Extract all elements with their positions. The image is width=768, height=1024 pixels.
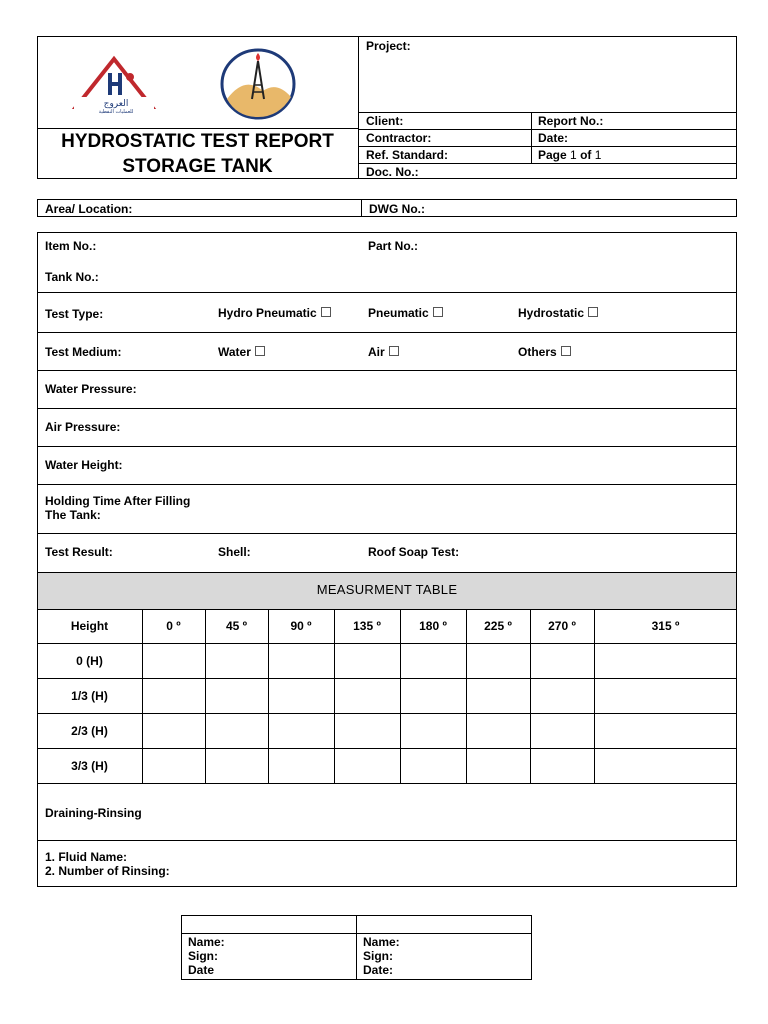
report-no-label: Report No.: xyxy=(538,114,604,128)
report-title-line1: HYDROSTATIC TEST REPORT xyxy=(61,131,334,152)
column-header-height: Height xyxy=(70,619,109,633)
row-label-2-3h: 2/3 (H) xyxy=(71,724,108,738)
air-pressure-label: Air Pressure: xyxy=(45,420,121,434)
page-number: Page 1 of 1 xyxy=(538,148,602,162)
shell-label: Shell: xyxy=(218,545,251,559)
water-checkbox[interactable] xyxy=(255,346,265,356)
water-height-label: Water Height: xyxy=(45,458,123,472)
part-no-label: Part No.: xyxy=(368,239,419,253)
company-logo xyxy=(70,55,158,115)
left-date-label: Date xyxy=(188,963,215,977)
signature-left xyxy=(188,935,225,977)
test-medium-label: Test Medium: xyxy=(45,345,122,359)
row-label-3-3h: 3/3 (H) xyxy=(71,759,108,773)
tank-no-label: Tank No.: xyxy=(45,270,99,284)
hydrostatic-option[interactable]: Hydrostatic xyxy=(518,306,598,320)
date-label: Date: xyxy=(538,131,569,145)
test-result-label: Test Result: xyxy=(45,545,113,559)
column-header-225deg: 225 º xyxy=(484,619,512,633)
item-no-label: Item No.: xyxy=(45,239,97,253)
row-label-0h: 0 (H) xyxy=(76,654,103,668)
measurement-table-title: MEASURMENT TABLE xyxy=(316,582,458,597)
column-header-0deg: 0 º xyxy=(166,619,181,633)
area-location-label: Area/ Location: xyxy=(45,202,133,216)
water-pressure-label: Water Pressure: xyxy=(45,382,137,396)
air-option[interactable]: Air xyxy=(368,345,399,359)
air-checkbox[interactable] xyxy=(389,346,399,356)
ref-standard-label: Ref. Standard: xyxy=(366,148,449,162)
oil-rig-emblem xyxy=(219,47,297,121)
pneumatic-checkbox[interactable] xyxy=(433,307,443,317)
column-header-135deg: 135 º xyxy=(353,619,381,633)
row-label-1-3h: 1/3 (H) xyxy=(71,689,108,703)
column-header-180deg: 180 º xyxy=(419,619,447,633)
draining-rinsing-label: Draining-Rinsing xyxy=(45,806,142,820)
right-date-label: Date: xyxy=(363,963,394,977)
column-header-45deg: 45 º xyxy=(225,619,248,633)
holding-time-label: Holding Time After Filling The Tank: xyxy=(45,494,191,522)
project-label: Project: xyxy=(366,39,411,53)
dwg-no-label: DWG No.: xyxy=(369,202,425,216)
others-option[interactable]: Others xyxy=(518,345,571,359)
right-sign-label: Sign: xyxy=(363,949,393,963)
report-title-line2: STORAGE TANK xyxy=(122,156,273,177)
signature-right xyxy=(363,935,400,977)
hydro-pneumatic-option[interactable]: Hydro Pneumatic xyxy=(218,306,331,320)
column-header-270deg: 270 º xyxy=(548,619,576,633)
client-label: Client: xyxy=(366,114,404,128)
left-name-label: Name: xyxy=(188,935,225,949)
number-of-rinsing-label: 2. Number of Rinsing: xyxy=(45,864,170,878)
hydro-pneumatic-checkbox[interactable] xyxy=(321,307,331,317)
right-name-label: Name: xyxy=(363,935,400,949)
contractor-label: Contractor: xyxy=(366,131,432,145)
doc-no-label: Doc. No.: xyxy=(366,165,419,179)
hydrostatic-checkbox[interactable] xyxy=(588,307,598,317)
column-header-90deg: 90 º xyxy=(290,619,312,633)
roof-soap-test-label: Roof Soap Test: xyxy=(368,545,460,559)
test-type-label: Test Type: xyxy=(45,307,104,321)
svg-text:للعمليات النفطية: للعمليات النفطية xyxy=(98,109,134,115)
others-checkbox[interactable] xyxy=(561,346,571,356)
main-form-box xyxy=(37,232,737,887)
column-header-315deg: 315 º xyxy=(651,619,680,633)
pneumatic-option[interactable]: Pneumatic xyxy=(368,306,443,320)
left-sign-label: Sign: xyxy=(188,949,218,963)
water-option[interactable]: Water xyxy=(218,345,265,359)
fluid-name-label: 1. Fluid Name: xyxy=(45,850,128,864)
svg-text:العروج: العروج xyxy=(103,99,129,109)
